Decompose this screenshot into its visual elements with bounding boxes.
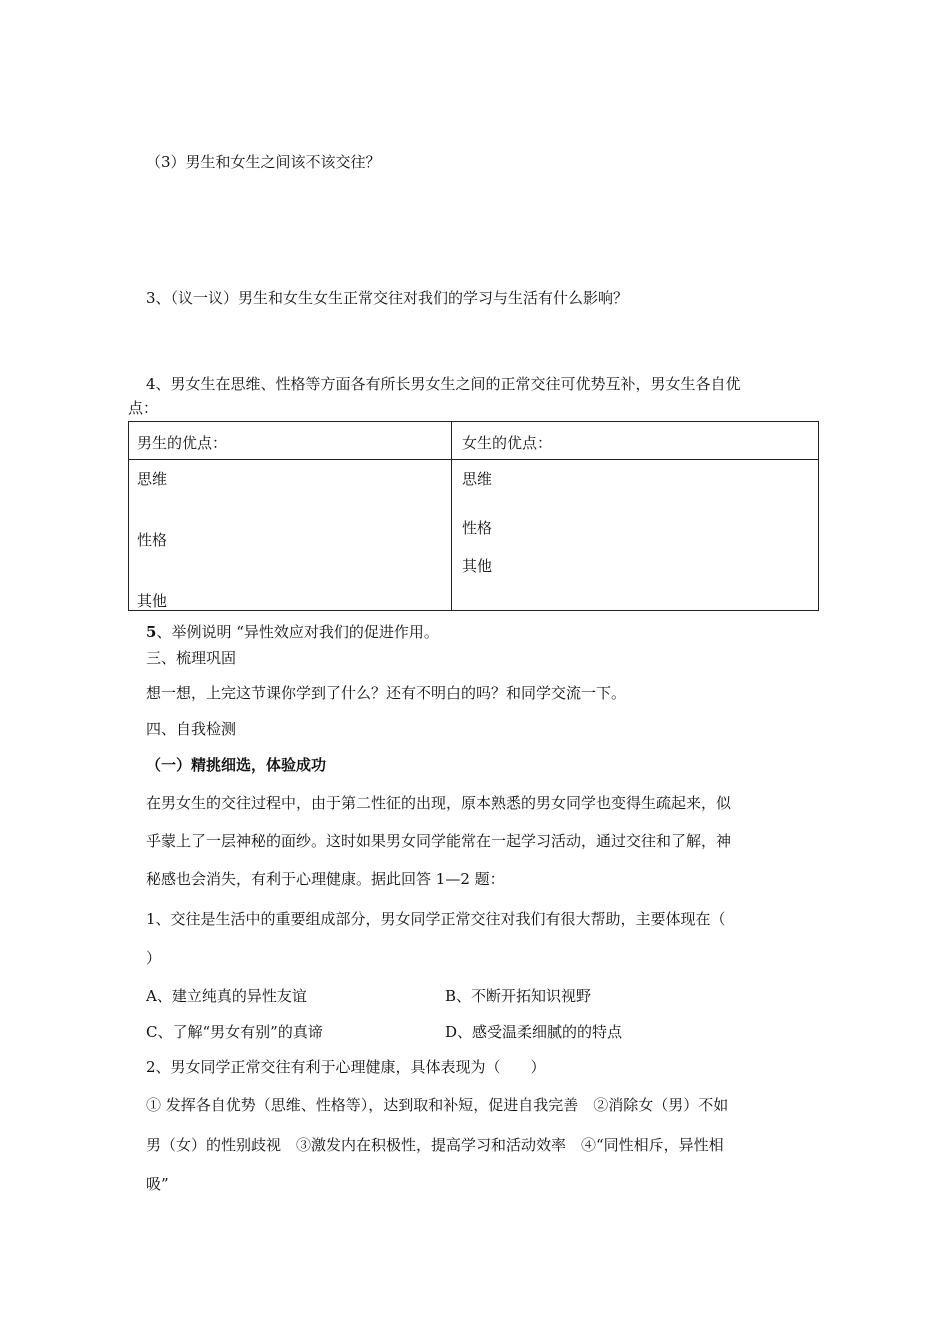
section-4-title: 四、自我检测 <box>146 720 237 738</box>
mc1-option-d: D、感受温柔细腻的的特点 <box>445 1023 623 1041</box>
question-3-sub: （3）男生和女生之间该不该交往？ <box>146 153 381 171</box>
boys-header: 男生的优点： <box>137 434 228 452</box>
question-5-number: 5 <box>146 623 157 641</box>
section-3-title: 三、梳理巩固 <box>146 649 237 667</box>
girls-personality: 性格 <box>462 519 493 537</box>
boys-personality: 性格 <box>137 531 168 549</box>
mc1-option-a: A、建立纯真的异性友谊 <box>146 987 307 1005</box>
girls-header-cell <box>452 422 819 460</box>
boys-thinking: 思维 <box>137 470 168 488</box>
mc1-stem-line1: 1、交往是生活中的重要组成部分，男女同学正常交往对我们有很大帮助，主要体现在（ <box>146 910 726 928</box>
mc2-choices-line1: ① 发挥各自优势（思维、性格等），达到取和补短，促进自我完善 ②消除女（男）不如 <box>146 1096 729 1114</box>
question-5 <box>146 622 439 642</box>
mc2-choices-line2: 男（女）的性别歧视 ③激发内在积极性，提高学习和活动效率 ④“同性相斥，异性相 <box>146 1136 724 1154</box>
merits-table <box>128 421 819 611</box>
girls-thinking: 思维 <box>462 470 493 488</box>
question-3: 3、（议一议）男生和女生女生正常交往对我们的学习与生活有什么影响？ <box>146 289 629 307</box>
boys-other: 其他 <box>137 592 168 610</box>
question-4-line1: 4、男女生在思维、性格等方面各有所长男女生之间的正常交往可优势互补，男女生各自优 <box>146 375 741 393</box>
mc1-option-c: C、了解“男女有别”的真谛 <box>146 1023 323 1041</box>
girls-other: 其他 <box>462 557 493 575</box>
mc2-choices-line3: 吸” <box>146 1175 169 1193</box>
passage-line-3: 秘感也会消失，有利于心理健康。据此回答 1—2 题： <box>146 870 505 888</box>
girls-header: 女生的优点： <box>462 434 553 452</box>
passage-line-2: 乎蒙上了一层神秘的面纱。这时如果男女同学能常在一起学习活动，通过交往和了解，神 <box>146 832 732 850</box>
question-5-text: 、举例说明 “异性效应对我们的促进作用。 <box>156 623 439 641</box>
mc1-option-b: B、不断开拓知识视野 <box>445 987 592 1005</box>
subsection-1-title: （一）精挑细选，体验成功 <box>146 756 327 774</box>
boys-header-cell <box>129 422 452 460</box>
passage-line-1: 在男女生的交往过程中，由于第二性征的出现，原本熟悉的男女同学也变得生疏起来，似 <box>146 794 732 812</box>
mc1-stem-line2: ） <box>146 949 162 967</box>
boys-merits-cell <box>129 460 452 611</box>
section-3-text: 想一想，上完这节课你学到了什么？还有不明白的吗？和同学交流一下。 <box>146 684 627 702</box>
girls-merits-cell <box>452 460 819 611</box>
question-4-line2: 点： <box>128 399 159 417</box>
mc2-stem: 2、男女同学正常交往有利于心理健康，具体表现为（ ） <box>146 1058 546 1076</box>
